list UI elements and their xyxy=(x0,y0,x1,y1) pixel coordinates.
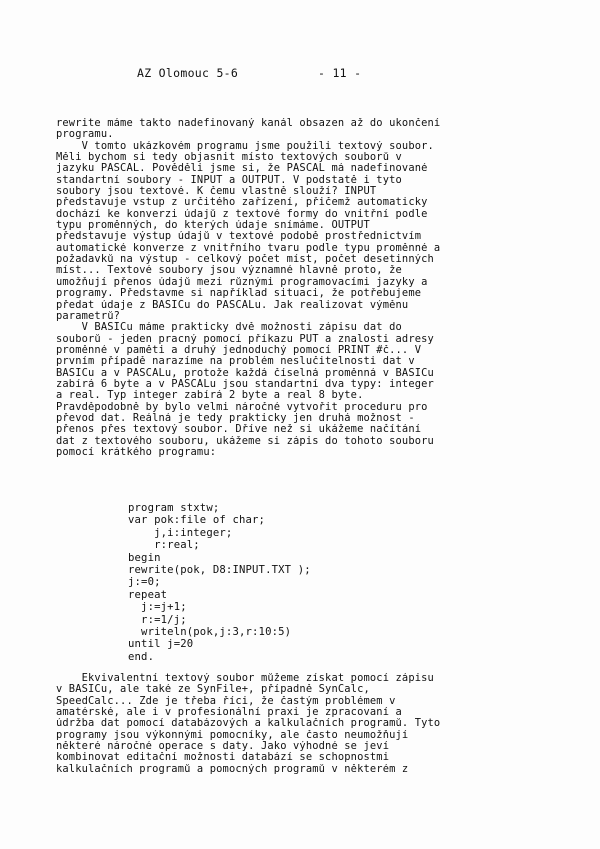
body-text-bottom xyxy=(56,673,506,775)
text-line: typu proměnných, do kterých údaje snímáme. OUTPUT xyxy=(56,220,370,232)
text-line: předat údaje z BASICu do PASCALu. Jak realizovat výměnu xyxy=(56,299,409,311)
text-line: Pravděpodobně by bylo velmi náročné vytvořit proceduru pro xyxy=(56,401,428,413)
text-line: míst... Textové soubory jsou významné hlavně proto, že xyxy=(56,265,402,277)
code-line: begin xyxy=(128,551,161,564)
code-line: r:real; xyxy=(128,539,200,552)
text-line: pomocí krátkého programu: xyxy=(56,446,217,458)
text-line: programu. xyxy=(56,129,114,141)
text-line: v BASICu, ale také ze SynFile+, případně SynCalc, xyxy=(56,684,370,696)
text-line: představuje výstup údajů v textové podobě prostřednictvím xyxy=(56,231,422,243)
text-line: Měli bychom si tedy objasnit místo textových souborů v xyxy=(56,152,402,164)
code-line: repeat xyxy=(128,588,168,601)
text-line: požadavků na výstup - celkový počet míst, počet desetinných xyxy=(56,254,434,266)
text-line: rewrite máme takto nadefinovaný kanál obsazen až do ukončení xyxy=(56,118,441,129)
text-line: dat z textového souboru, ukážeme si zápis do tohoto souboru xyxy=(56,435,434,447)
code-line: var pok:file of char; xyxy=(128,514,266,527)
code-line: j,i:integer; xyxy=(128,526,233,539)
text-line: Ekvivalentní textový soubor můžeme získat pomocí zápisu xyxy=(56,673,434,684)
code-line: r:=1/j; xyxy=(128,613,187,626)
body-text-top xyxy=(56,118,506,458)
text-line: programy. Představme si například situaci, že potřebujeme xyxy=(56,288,422,300)
text-line: prvním případě narazíme na problém neslučitelnosti dat v xyxy=(56,356,415,368)
code-line: rewrite(pok, D8:INPUT.TXT ); xyxy=(128,563,311,576)
text-line: amatérské, ale i v profesionální praxi je zpracovaní a xyxy=(56,707,402,719)
text-line: BASICu a v PASCALu, protože každá číselná proměnná v BASICu xyxy=(56,367,434,379)
text-line: SpeedCalc... Zde je třeba říci, že častým problémem v xyxy=(56,695,396,707)
text-line: převod dat. Reálná je tedy prakticky jen druhá možnost - xyxy=(56,412,415,424)
code-line: j:=j+1; xyxy=(128,601,187,614)
code-line: program stxtw; xyxy=(128,502,220,514)
text-line: a real. Typ integer zabírá 2 byte a real 8 byte. xyxy=(56,390,364,402)
code-line: j:=0; xyxy=(128,576,161,589)
code-line: until j=20 xyxy=(128,638,194,651)
text-line: údržba dat pomocí databázových a kalkulačních programů. Tyto xyxy=(56,718,441,730)
text-line: standartní soubory - INPUT a OUTPUT. V podstatě i tyto xyxy=(56,174,402,186)
text-line: parametrů? xyxy=(56,310,121,322)
page-number: - 11 - xyxy=(318,66,362,80)
text-line: umožňují přenos údajů mezi různými programovacími jazyky a xyxy=(56,276,428,288)
text-line: dochází ke konverzi údajů z textové formy do vnitřní podle xyxy=(56,208,428,220)
text-line: automatické konverze z vnitřního tvaru podle typu proměnné a xyxy=(56,242,441,254)
text-line: jazyku PASCAL. Pověděli jsme si, že PASCAL má nadefinované xyxy=(56,163,428,175)
header-title: AZ Olomouc 5-6 xyxy=(137,66,239,80)
text-line: V BASICu máme prakticky dvě možnosti zápisu dat do xyxy=(56,322,402,334)
text-line: představuje vstup z určitého zařízení, přičemž automaticky xyxy=(56,197,428,209)
text-line: některé náročné operace s daty. Jako výhodné se jeví xyxy=(56,741,390,753)
text-line: programy jsou výkonnými pomocníky, ale často neumožňují xyxy=(56,729,409,741)
text-line: přenos přes textový soubor. Dříve než si ukážeme načítání xyxy=(56,424,422,436)
code-line: writeln(pok,j:3,r:10:5) xyxy=(128,625,292,638)
text-line: kombinovat editační možnosti databází se schopnostmi xyxy=(56,752,390,764)
text-line: kalkulačních programů a pomocných programů v některém z xyxy=(56,763,409,775)
text-line: soubory jsou textové. K čemu vlastně slouží? INPUT xyxy=(56,186,377,198)
text-line: souborů - jeden pracný pomocí příkazu PUT a znalosti adresy xyxy=(56,333,434,345)
text-line: V tomto ukázkovém programu jsme použili textový soubor. xyxy=(56,140,434,152)
text-line: zabírá 6 byte a v PASCALu jsou standartní dva typy: integer xyxy=(56,378,434,390)
code-line: end. xyxy=(128,650,155,663)
code-listing xyxy=(128,502,311,663)
text-line: proměnné v paměti a druhý jednoduchý pomocí PRINT #č... V xyxy=(56,344,422,356)
